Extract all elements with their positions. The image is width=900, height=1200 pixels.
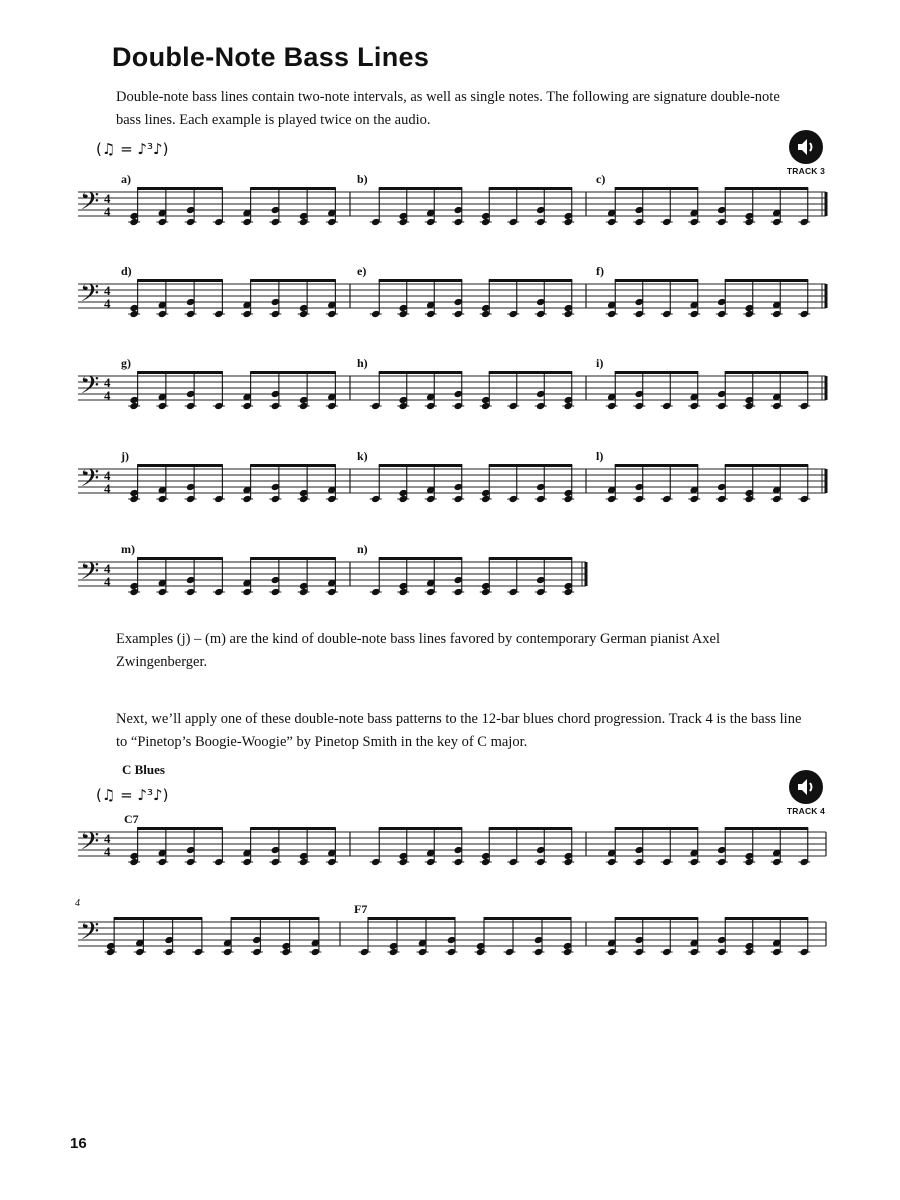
example-label-m: m)	[121, 542, 135, 556]
track-3-label: TRACK 3	[786, 166, 826, 176]
example-label-e: e)	[357, 264, 367, 278]
speaker-icon	[789, 130, 823, 164]
svg-text:𝄢: 𝄢	[80, 827, 100, 862]
track-4-badge[interactable]	[776, 770, 836, 816]
svg-text:𝄢: 𝄢	[80, 464, 100, 499]
svg-text:4: 4	[104, 844, 111, 859]
svg-text:𝄢: 𝄢	[80, 187, 100, 222]
track-4-label: TRACK 4	[786, 806, 826, 816]
example-label-k: k)	[357, 449, 368, 463]
svg-text:4: 4	[104, 481, 111, 496]
swing-marking-2: (♫ = ♪³♪)	[96, 786, 169, 804]
page-number: 16	[70, 1135, 87, 1152]
chord-c7: C7	[124, 812, 139, 826]
staff-system-7	[0, 908, 900, 978]
svg-text:4: 4	[104, 388, 111, 403]
example-label-j: j)	[121, 449, 129, 463]
track-3-badge[interactable]	[776, 130, 836, 176]
staff-system-6	[0, 818, 900, 888]
staff-system-1	[0, 178, 900, 248]
example-label-g: g)	[121, 356, 131, 370]
svg-text:4: 4	[104, 468, 111, 483]
measure-number: 4	[75, 898, 80, 909]
staff-system-3	[0, 362, 900, 432]
page-title: Double-Note Bass Lines	[112, 42, 430, 72]
note-jm-paragraph: Examples (j) – (m) are the kind of double-note bass lines favored by contemporary German pianist Axel Zwingenberger.	[116, 631, 720, 670]
speaker-icon	[789, 770, 823, 804]
staff-system-2	[0, 270, 900, 340]
svg-text:𝄢: 𝄢	[80, 557, 100, 592]
example-label-f: f)	[596, 264, 604, 278]
example-label-a: a)	[121, 172, 131, 186]
c-blues-title: C Blues	[122, 762, 165, 777]
example-label-d: d)	[121, 264, 132, 278]
staff-system-4	[0, 455, 900, 525]
svg-text:4: 4	[104, 283, 111, 298]
example-label-h: h)	[357, 356, 368, 370]
example-label-i: i)	[596, 356, 604, 370]
svg-text:4: 4	[104, 191, 111, 206]
example-label-c: c)	[596, 172, 606, 186]
svg-text:4: 4	[104, 296, 111, 311]
example-label-l: l)	[596, 449, 604, 463]
svg-text:𝄢: 𝄢	[80, 917, 100, 952]
staff-system-5	[0, 548, 900, 618]
svg-text:4: 4	[104, 204, 111, 219]
svg-text:4: 4	[104, 561, 111, 576]
svg-text:4: 4	[104, 574, 111, 589]
next-paragraph: Next, we’ll apply one of these double-note bass patterns to the 12-bar blues chord progression. Track 4 is the bass line to “Pinetop’s Boogie-Woogie” by Pinetop Smith in the key of C major.	[116, 711, 802, 750]
example-label-n: n)	[357, 542, 368, 556]
chord-f7: F7	[354, 902, 368, 916]
svg-text:4: 4	[104, 831, 111, 846]
svg-text:𝄢: 𝄢	[80, 371, 100, 406]
example-label-b: b)	[357, 172, 368, 186]
svg-text:4: 4	[104, 375, 111, 390]
swing-marking: (♫ = ♪³♪)	[96, 140, 169, 158]
intro-paragraph: Double-note bass lines contain two-note intervals, as well as single notes. The following are signature double-note bass lines. Each example is played twice on the audio.	[116, 89, 780, 128]
svg-text:𝄢: 𝄢	[80, 279, 100, 314]
